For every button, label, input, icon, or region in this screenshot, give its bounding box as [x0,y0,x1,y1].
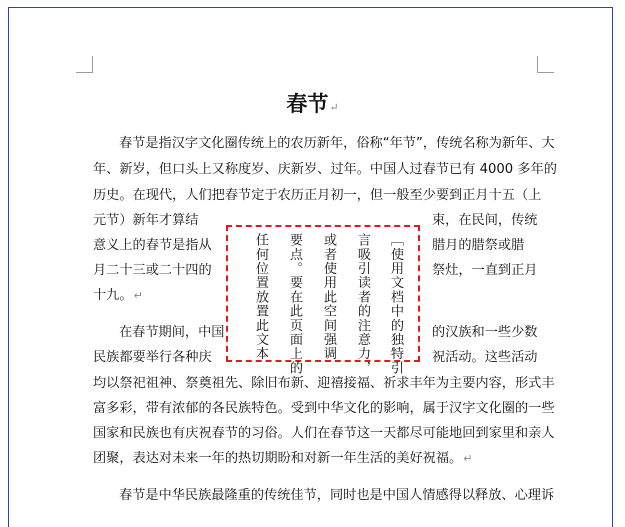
paragraph2-line5[interactable]: 国家和民族也有庆祝春节的习俗。人们在春节这一天都尽可能地回到家里和亲人 [93,426,555,441]
paragraph-mark-icon: ↵ [133,289,143,302]
paragraph3-line1[interactable]: 春节是中华民族最隆重的传统佳节，同时也是中国人情感得以释放、心理诉 [119,488,555,503]
paragraph1-line5-right[interactable]: 腊月的腊祭或腊 [432,238,525,253]
vertical-text-box[interactable] [226,225,420,375]
text-box-column: 任何位置放置此文本 [253,233,268,361]
paragraph1-line7-text: 十九。 [93,288,133,303]
paragraph2-line2-left[interactable]: 民族都要举行各种庆 [93,350,212,365]
paragraph1-line1[interactable]: 春节是指汉字文化圈传统上的农历新年，俗称“年节”，传统名称为新年、大 [119,136,555,151]
paragraph1-line4-right[interactable]: 束，在民间，传统 [432,213,538,228]
paragraph2-line6[interactable] [93,451,472,467]
paragraph1-line3[interactable]: 历史。在现代，人们把春节定于农历正月初一，但一般至少要到正月十五（上 [93,188,542,203]
text-box-column: ［使用文档中的独特引 [388,233,403,375]
text-box-column: 或者使用此空间强调 [321,233,336,361]
document-title[interactable] [0,88,625,118]
paragraph2-line1-right[interactable]: 的汉族和一些少数 [432,325,538,340]
paragraph2-line6-text: 团聚，表达对未来一年的热切期盼和对新一年生活的美好祝福。 [93,451,463,466]
paragraph1-line6-left[interactable]: 月二十三或二十四的 [93,263,212,278]
paragraph1-line2[interactable]: 年、新岁，但口头上又称度岁、庆新岁、过年。中国人过春节已有 4000 多年的 [93,162,557,177]
paragraph2-line2-right[interactable]: 祝活动。这些活动 [432,350,538,365]
paragraph-mark-icon: ↵ [329,101,339,114]
paragraph1-line6-right[interactable]: 祭灶，一直到正月 [432,263,538,278]
paragraph2-line1-left[interactable]: 在春节期间，中国 [119,325,225,340]
title-text: 春节 [286,91,329,116]
paragraph-mark-icon: ↵ [463,452,473,465]
crop-mark-top-left [76,56,93,73]
paragraph1-line4-left[interactable]: 元节）新年才算结 [93,213,199,228]
paragraph1-line7[interactable] [93,288,143,304]
text-box-column: 要点。要在此页面上的 [287,233,302,375]
paragraph2-line3[interactable]: 均以祭祀祖神、祭奠祖先、除旧布新、迎禧接福、祈求丰年为主要内容，形式丰 [93,376,555,391]
crop-mark-top-right [537,56,554,73]
paragraph1-line5-left[interactable]: 意义上的春节是指从 [93,238,212,253]
paragraph2-line4[interactable]: 富多彩，带有浓郁的各民族特色。受到中华文化的影响，属于汉字文化圈的一些 [93,401,555,416]
text-box-column: 言吸引读者的注意力， [355,233,370,375]
